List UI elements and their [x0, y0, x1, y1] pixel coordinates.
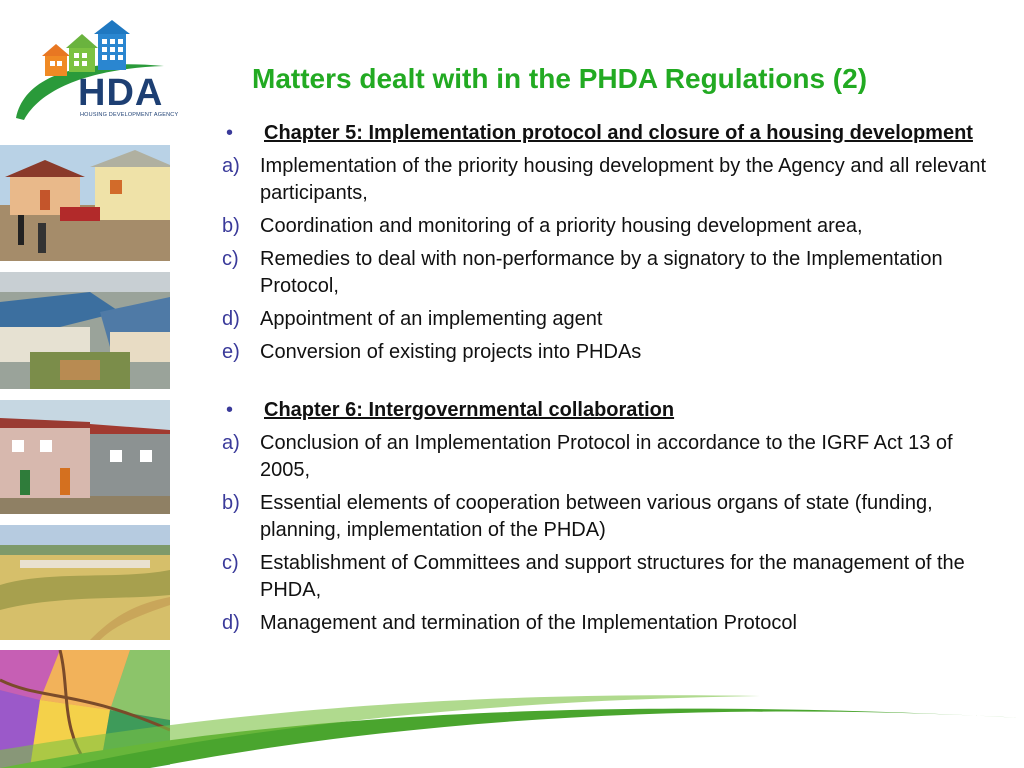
chapter-6-heading: Chapter 6: Intergovernmental collaboration: [264, 399, 675, 421]
chapter-5-heading: Chapter 5: Implementation protocol and closure of a housing development: [264, 122, 973, 144]
list-marker: a): [222, 155, 240, 177]
housing-complex-aerial-photo: [0, 272, 170, 389]
list-item: [222, 246, 992, 300]
list-item: [222, 306, 992, 333]
list-item: [222, 153, 992, 207]
logo-text: HDA: [78, 72, 164, 114]
list-item-text: Conversion of existing projects into PHDAs: [260, 341, 642, 363]
page-title: Matters dealt with in the PHDA Regulations (2): [252, 63, 868, 94]
row-houses-photo: [0, 400, 170, 514]
section-heading: [222, 120, 992, 147]
list-item: [222, 610, 992, 637]
list-item: [222, 339, 992, 366]
list-marker: d): [222, 612, 240, 634]
list-item: [222, 550, 992, 604]
green-swoosh-decoration: [0, 660, 1024, 768]
list-item: [222, 430, 992, 484]
list-marker: b): [222, 492, 240, 514]
section-spacer: [222, 372, 992, 397]
landscape-settlement-photo: [0, 525, 170, 640]
list-item-text: Appointment of an implementing agent: [260, 308, 603, 330]
list-marker: b): [222, 215, 240, 237]
list-marker: c): [222, 552, 239, 574]
list-marker: e): [222, 341, 240, 363]
list-item-text: Implementation of the priority housing development by the Agency and all relevant participants,: [260, 155, 986, 204]
list-item-text: Management and termination of the Implementation Protocol: [260, 612, 797, 634]
list-marker: d): [222, 308, 240, 330]
list-marker: c): [222, 248, 239, 270]
list-item-text: Coordination and monitoring of a priority housing development area,: [260, 215, 863, 237]
list-item-text: Conclusion of an Implementation Protocol in accordance to the IGRF Act 13 of 2005,: [260, 432, 953, 481]
logo-subtitle: HOUSING DEVELOPMENT AGENCY: [80, 112, 179, 118]
list-item-text: Establishment of Committees and support structures for the management of the PHDA,: [260, 552, 965, 601]
list-item-text: Remedies to deal with non-performance by a signatory to the Implementation Protocol,: [260, 248, 943, 297]
houses-street-photo: [0, 145, 170, 261]
list-item-text: Essential elements of cooperation between various organs of state (funding, planning, implementation of the PHDA): [260, 492, 933, 541]
hda-logo: [14, 18, 184, 123]
bullet-marker: •: [226, 122, 234, 144]
list-marker: a): [222, 432, 240, 454]
list-item: [222, 213, 992, 240]
slide-content: [222, 120, 992, 643]
list-item: [222, 490, 992, 544]
bullet-marker: •: [226, 399, 234, 421]
section-heading: [222, 397, 992, 424]
